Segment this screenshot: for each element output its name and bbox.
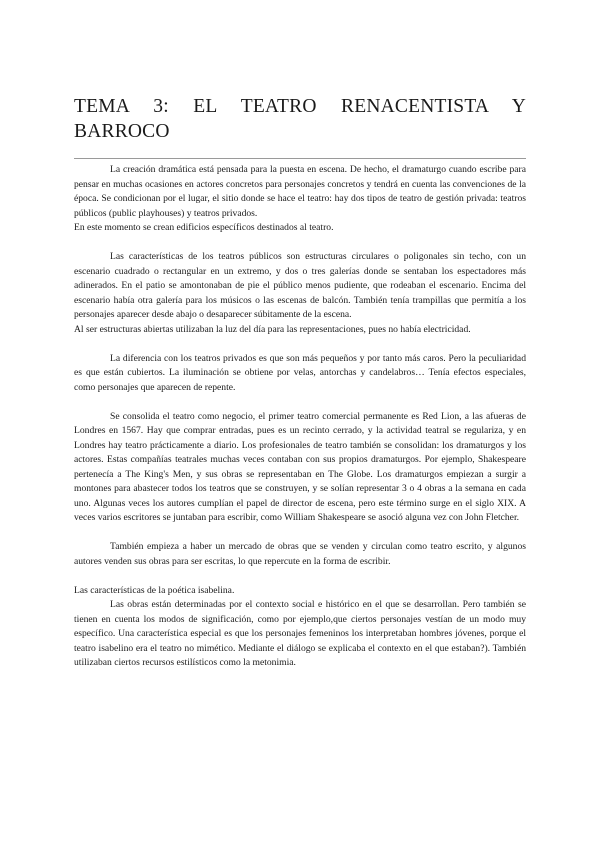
paragraph-daylight: Al ser estructuras abiertas utilizaban la luz del día para las representaciones, pues no había electricidad. [74,323,471,335]
paragraph-private-theatres: La diferencia con los teatros privados es que son más pequeños y por tanto más caros. Pero la peculiaridad es que están cubiertos. La iluminación se obtiene por velas, antorchas y candelabros… Tenía efectos especiales, como personajes que aparecen de repente. [74,352,526,393]
document-body [74,163,526,671]
page-title: TEMA 3: EL TEATRO RENACENTISTA Y BARROCO [74,96,526,142]
paragraph-market: También empieza a haber un mercado de obras que se venden y circulan como teatro escrito, y algunos autores venden sus obras para ser escritas, lo que repercute en la forma de escribir. [74,541,526,567]
paragraph-gap [74,526,526,541]
paragraph-buildings: En este momento se crean edificios específicos destinados al teatro. [74,222,334,233]
paragraph-gap [74,337,526,352]
section-heading-poetics: Las características de la poética isabelina. [74,584,235,596]
paragraph-poetics: Las obras están determinadas por el contexto social e histórico en el que se desarrollan. Pero también se tienen en cuenta los modos de significación, como por ejemplo,que ciertos personajes vestían de un modo muy específico. Una característica especial es que los personajes femeninos los interpretaban hombres jóvenes, porque el teatro isabelino era el teatro no mimético. Mediante el diálogo se explicaba el contexto en el que estaban?). También utilizaban ciertos recursos estilísticos como la metonimia. [74,599,526,668]
paragraph-business: Se consolida el teatro como negocio, el primer teatro comercial permanente es Red Lion, a las afueras de Londres en 1567. Hay que comprar entradas, pues es un recinto cerrado, y la actividad teatral se regulariza, y en Londres hay teatro prácticamente a diario. Los profesionales de teatro también se consolidan: los dramaturgos y los actores. Estas compañías teatrales muchas veces contaban con sus propios dramaturgos. Por ejemplo, Shakespeare pertenecía a The King's Men, y sus obras se representaban en The Globe. Los dramaturgos empiezan a surgir a montones para abastecer todos los teatros que se construyen, y se solían representar 3 o 4 obras a la semana en cada uno. Algunas veces los autores cumplían el papel de director de escena, pero este término surge en el siglo XIX. A veces varios escritores se juntaban para escribir, como William Shakespeare se asoció alguna vez con John Fletcher. [74,410,526,523]
paragraph-public-theatres: Las características de los teatros públicos son estructuras circulares o poligonales sin techo, con un escenario cuadrado o rectangular en un extremo, y dos o tres galerías donde se sentaban los espectadores más adinerados. En el patio se amontonaban de pie el público menos pudiente, que rodeaban el escenario. Encima del escenario había otra galería para los músicos o las escenas de balcón. También tenía trampillas que permitía a los personajes aparecer desde abajo o desaparecer súbitamente de la escena. [74,251,526,320]
paragraph-gap [74,236,526,251]
paragraph-intro: La creación dramática está pensada para la puesta en escena. De hecho, el dramaturgo cuando escribe para pensar en muchas ocasiones en actores concretos para personajes concretos y tendrá en cuenta las convenciones de la época. Se condicionan por el lugar, el sitio donde se hace el teatro: hay dos tipos de teatro de gestión privada: teatros públicos (public playhouses) y teatros privados. [74,164,526,219]
title-divider [74,158,526,159]
paragraph-gap [74,569,526,584]
paragraph-gap [74,395,526,410]
